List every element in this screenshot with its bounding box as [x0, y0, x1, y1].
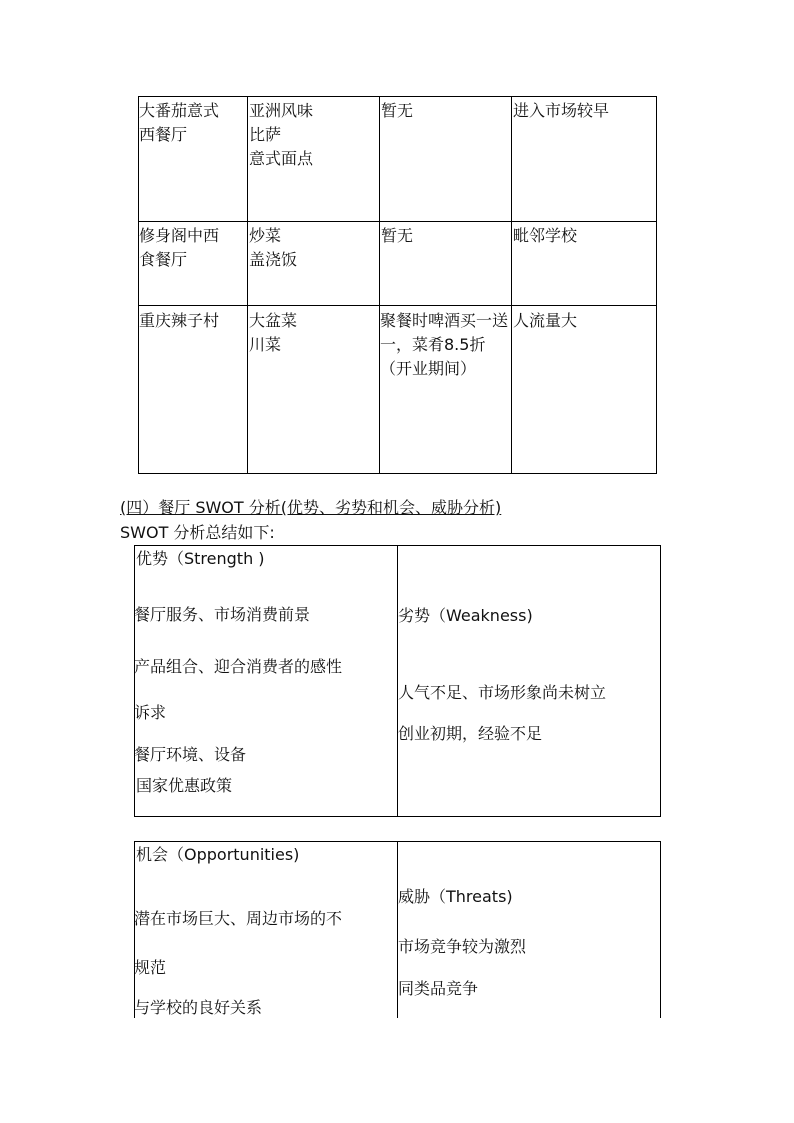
weakness-item: 人气不足、市场形象尚未树立	[398, 683, 607, 702]
opportunity-item: 与学校的良好关系	[134, 998, 263, 1017]
restaurant-name: 重庆辣子村	[139, 311, 220, 330]
dish-item: 盖浇饭	[249, 250, 298, 269]
table-row	[139, 99, 219, 147]
section-heading: (四）餐厅 SWOT 分析(优势、劣势和机会、威胁分析)	[120, 498, 502, 517]
threat-title: 威胁（Threats)	[398, 887, 513, 906]
restaurant-name-cont: 食餐厅	[139, 250, 188, 269]
dish-item: 亚洲风味	[249, 101, 314, 120]
threat-item: 市场竞争较为激烈	[398, 937, 527, 956]
dish-item: 比萨	[249, 125, 282, 144]
dish-item: 大盆菜	[249, 311, 298, 330]
dish-list	[249, 309, 297, 357]
promotion-text: 暂无	[381, 101, 414, 120]
dish-list	[249, 224, 297, 272]
advantage-text: 进入市场较早	[513, 101, 610, 120]
swot-left-border	[134, 841, 135, 1018]
opportunity-item: 潜在市场巨大、周边市场的不	[134, 909, 343, 928]
summary-line: SWOT 分析总结如下:	[120, 523, 275, 542]
competitor-table-frame	[138, 96, 657, 474]
opportunity-item: 规范	[134, 958, 167, 977]
table-row-divider	[138, 305, 657, 306]
strength-item: 诉求	[134, 703, 167, 722]
strength-item: 餐厅服务、市场消费前景	[134, 605, 311, 624]
strength-item: 餐厅环境、设备	[134, 745, 247, 764]
advantage-text: 人流量大	[513, 311, 578, 330]
table-col-divider	[511, 96, 512, 474]
dish-list	[249, 99, 313, 171]
swot-right-border	[660, 841, 661, 1018]
promotion-text: 暂无	[381, 226, 414, 245]
dish-item: 炒菜	[249, 226, 282, 245]
threat-item: 同类品竞争	[398, 979, 479, 998]
weakness-title: 劣势（Weakness)	[398, 606, 533, 625]
restaurant-name: 大番茄意式	[139, 101, 220, 120]
restaurant-name-cont: 西餐厅	[139, 125, 188, 144]
table-col-divider	[379, 96, 380, 474]
swot-col-divider	[397, 545, 398, 817]
strength-title: 优势（Strength )	[136, 549, 265, 568]
opportunity-title: 机会（Opportunities)	[136, 845, 300, 864]
strength-item: 产品组合、迎合消费者的感性	[134, 657, 343, 676]
promotion-text: 聚餐时啤酒买一送一，菜肴8.5折（开业期间）	[380, 311, 509, 378]
table-row-divider	[138, 221, 657, 222]
restaurant-name: 修身阁中西	[139, 226, 220, 245]
dish-item: 川菜	[249, 335, 282, 354]
table-col-divider	[247, 96, 248, 474]
dish-item: 意式面点	[249, 149, 314, 168]
advantage-text: 毗邻学校	[513, 226, 578, 245]
strength-item: 国家优惠政策	[136, 776, 233, 795]
weakness-item: 创业初期，经验不足	[398, 724, 543, 743]
table-row	[139, 224, 219, 272]
